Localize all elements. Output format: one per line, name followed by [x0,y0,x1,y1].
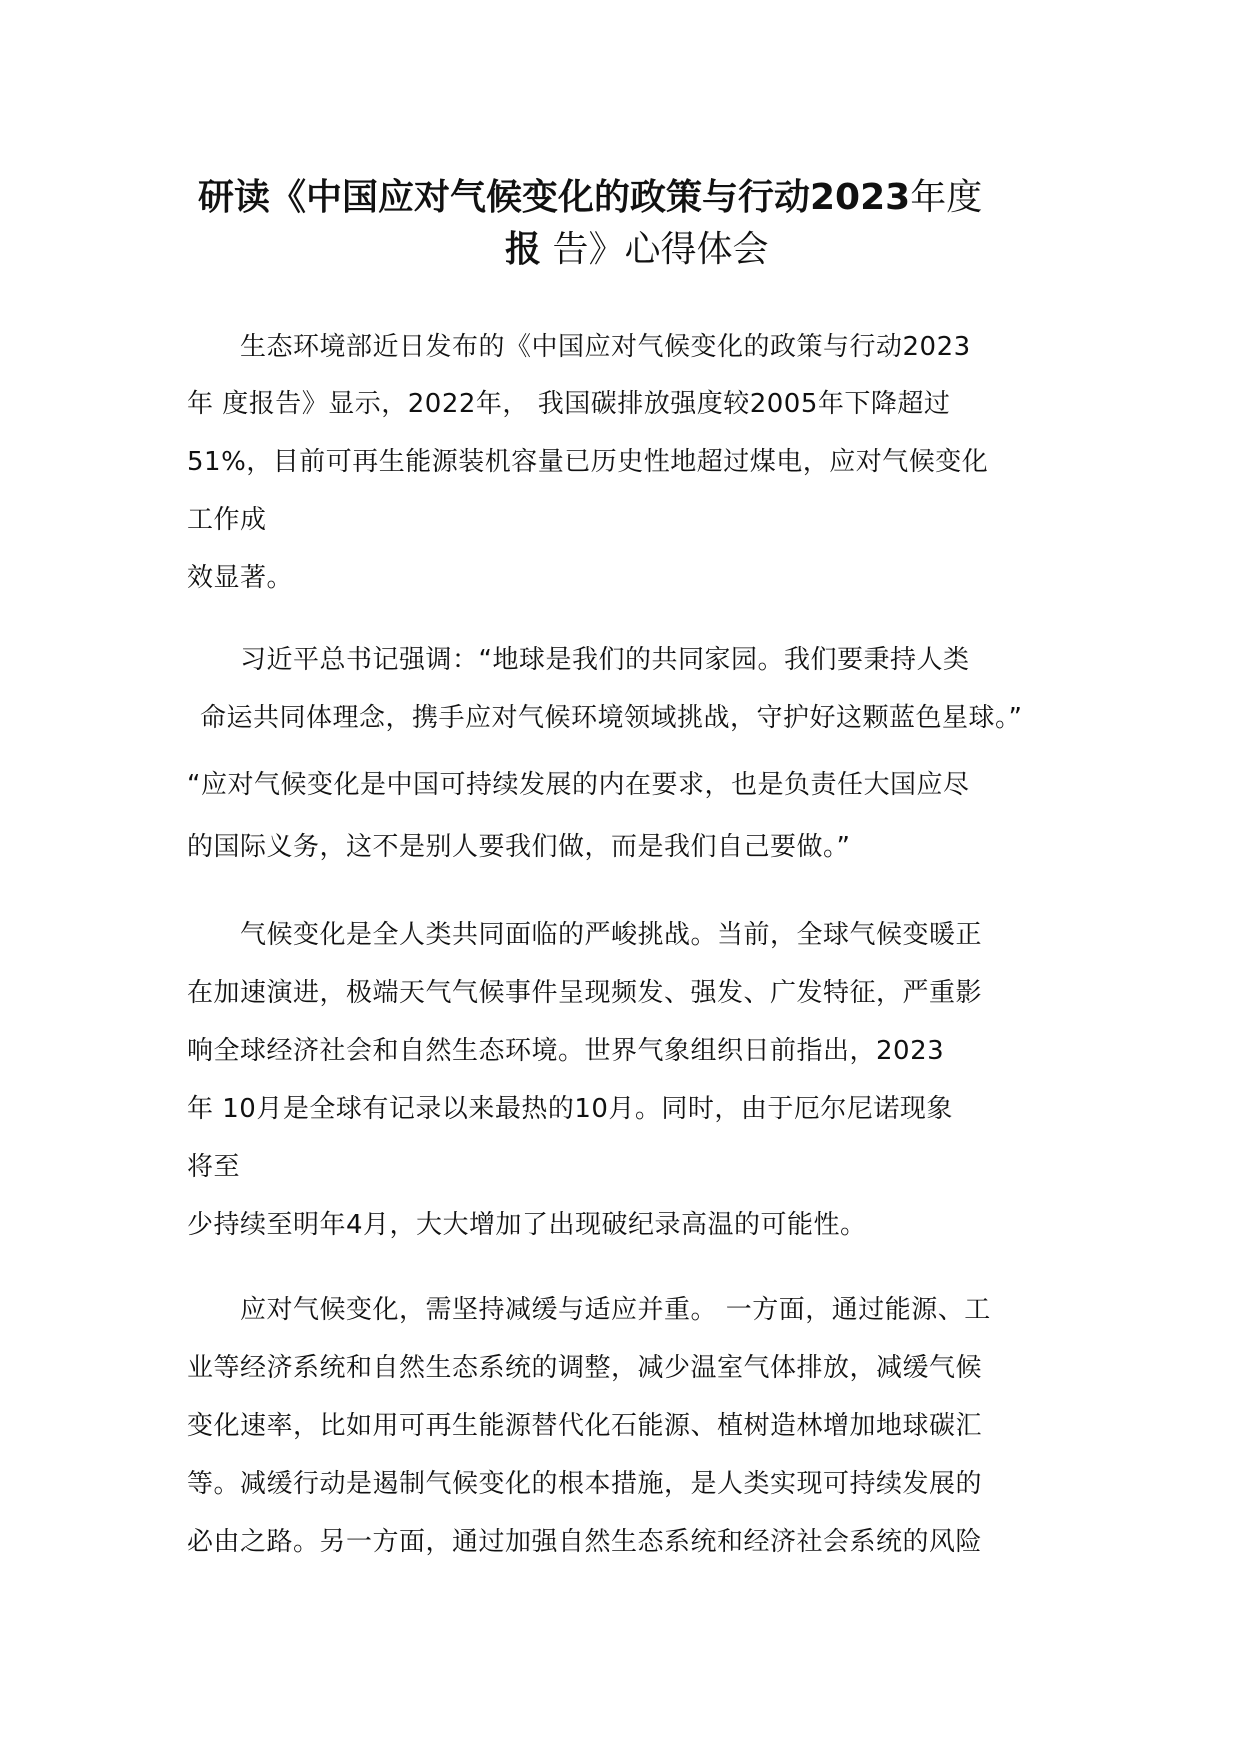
title-line-2 [505,224,1240,276]
paragraph-4-line-1: 应对气候变化，需坚持减缓与适应并重。 一方面，通过能源、工 [240,1295,991,1325]
paragraph-2-line-1: 习近平总书记强调：“地球是我们的共同家园。我们要秉持人类 [240,645,970,675]
title-line-2-bold: 报 [505,229,542,270]
title-line-2-normal: 告》心得体会 [541,229,769,270]
paragraph-1-line-1: 生态环境部近日发布的《中国应对气候变化的政策与行动2023 [240,332,971,362]
paragraph-1-line-3: 51%，目前可再生能源装机容量已历史性地超过煤电，应对气候变化 [187,447,989,477]
paragraph-4-line-3: 变化速率，比如用可再生能源替代化石能源、植树造林增加地球碳汇 [187,1411,983,1441]
paragraph-2-line-3: “应对气候变化是中国可持续发展的内在要求，也是负责任大国应尽 [187,770,970,800]
paragraph-3-line-1: 气候变化是全人类共同面临的严峻挑战。当前，全球气候变暖正 [240,920,983,950]
paragraph-3-line-2: 在加速演进，极端天气气候事件呈现频发、强发、广发特征，严重影 [187,978,983,1008]
paragraph-3-line-4: 年 10月是全球有记录以来最热的10月。同时，由于厄尔尼诺现象 [187,1094,953,1124]
paragraph-1-line-5: 效显著。 [187,563,294,593]
title-line-1-bold: 研读《中国应对气候变化的政策与行动2023 [198,177,911,218]
paragraph-4-line-2: 业等经济系统和自然生态系统的调整，减少温室气体排放，减缓气候 [187,1353,983,1383]
paragraph-3-line-5: 将至 [187,1152,241,1182]
paragraph-2-line-2: 命运共同体理念，携手应对气候环境领域挑战，守护好这颗蓝色星球。” [200,703,1023,733]
paragraph-1-line-2: 年 度报告》显示，2022年， 我国碳排放强度较2005年下降超过 [187,389,951,419]
paragraph-2-line-4: 的国际义务，这不是别人要我们做，而是我们自己要做。” [187,832,851,862]
paragraph-1-line-4: 工作成 [187,505,267,535]
paragraph-3-line-6: 少持续至明年4月，大大增加了出现破纪录高温的可能性。 [187,1210,867,1240]
paragraph-3-line-3: 响全球经济社会和自然生态环境。世界气象组织日前指出，2023 [187,1036,945,1066]
title-line-1-normal: 年度 [910,177,983,218]
title-line-1 [198,172,1058,224]
paragraph-4-line-4: 等。减缓行动是遏制气候变化的根本措施，是人类实现可持续发展的 [187,1469,983,1499]
paragraph-4-line-5: 必由之路。另一方面，通过加强自然生态系统和经济社会系统的风险 [187,1527,983,1557]
